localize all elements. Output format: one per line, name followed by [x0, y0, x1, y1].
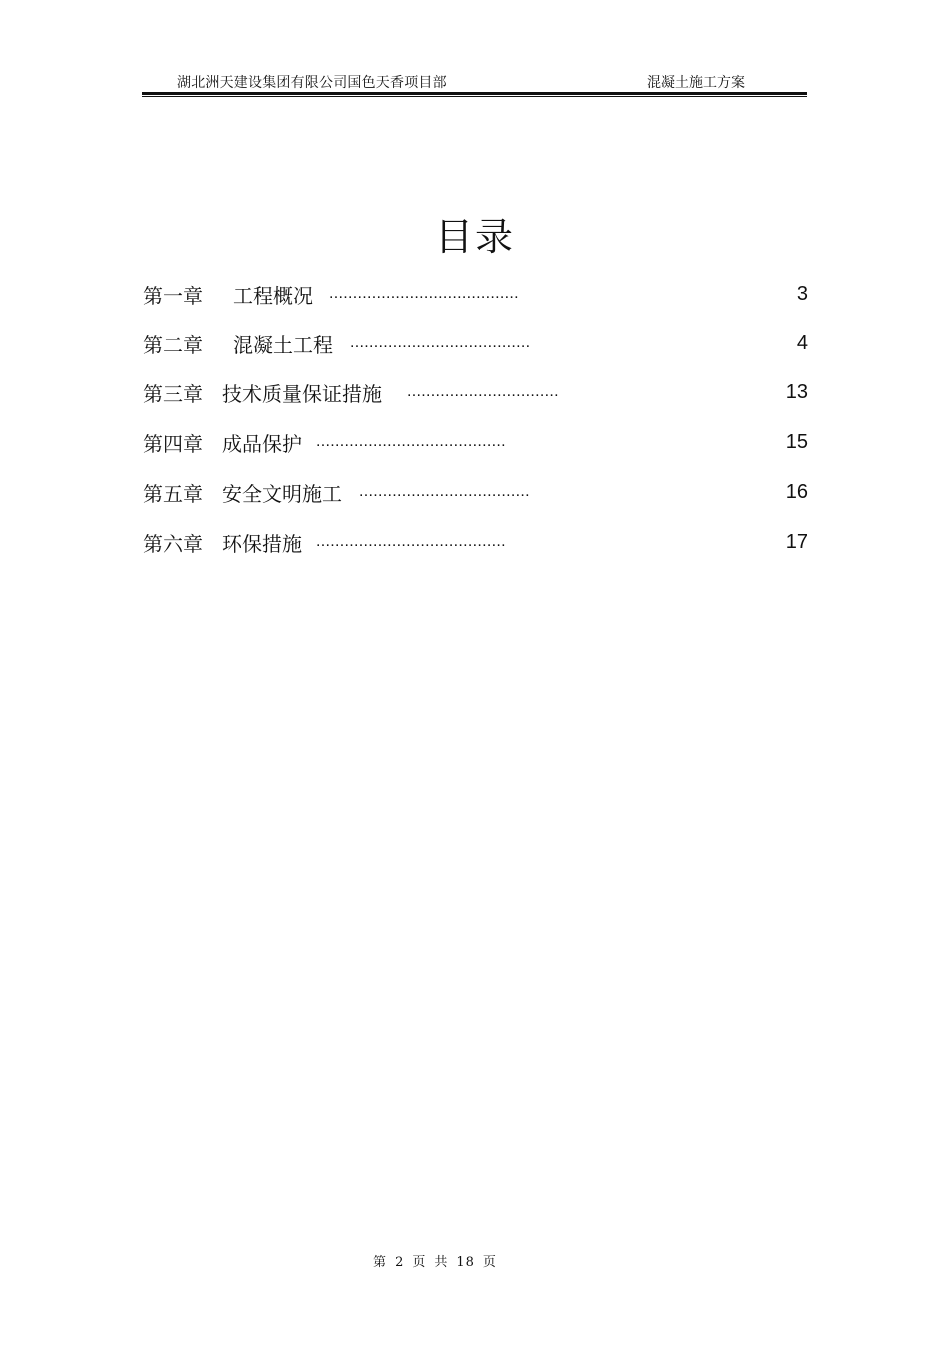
toc-title: 环保措施 [222, 532, 302, 556]
toc-entry[interactable] [143, 478, 808, 506]
header-rule-thick [142, 92, 807, 95]
toc-page-number: 15 [785, 431, 808, 453]
toc-title: 安全文明施工 [222, 482, 342, 506]
toc-leader: ........................................ [329, 285, 519, 302]
footer-prefix: 第 [373, 1255, 388, 1270]
toc-page-number: 17 [785, 531, 808, 553]
toc-leader: ...................................... [350, 334, 531, 351]
footer-current-page: 2 [395, 1255, 405, 1270]
toc-chapter: 第一章 [143, 284, 203, 308]
footer-total-pages: 18 [456, 1255, 475, 1270]
toc-entry[interactable] [143, 378, 808, 406]
header-document-title: 混凝土施工方案 [647, 75, 745, 91]
toc-entry[interactable] [143, 428, 808, 456]
toc-title: 成品保护 [222, 432, 302, 456]
toc-entry[interactable] [143, 528, 808, 556]
toc-chapter: 第五章 [143, 482, 203, 506]
toc-page-number: 4 [796, 332, 808, 354]
header-company: 湖北洲天建设集团有限公司国色天香项目部 [177, 75, 447, 91]
toc-page-number: 16 [785, 481, 808, 503]
footer-total-prefix: 共 [434, 1255, 449, 1270]
toc-leader: ................................ [407, 383, 559, 400]
header-rule-thin [142, 96, 807, 97]
page-header [142, 70, 807, 92]
toc-leader: ........................................ [316, 433, 506, 450]
toc-chapter: 第四章 [143, 432, 203, 456]
toc-chapter: 第三章 [143, 382, 203, 406]
footer-suffix: 页 [482, 1255, 497, 1270]
toc-title: 技术质量保证措施 [222, 382, 382, 406]
footer-page-word: 页 [412, 1255, 427, 1270]
page-footer [0, 1251, 870, 1270]
toc-entry[interactable] [143, 329, 808, 357]
toc-title: 工程概况 [233, 284, 313, 308]
toc-page-number: 13 [785, 381, 808, 403]
toc-entry[interactable] [143, 280, 808, 308]
toc-title: 混凝土工程 [233, 333, 333, 357]
toc-chapter: 第六章 [143, 532, 203, 556]
toc-page-number: 3 [796, 283, 808, 305]
toc-leader: ........................................ [316, 533, 506, 550]
page-title: 目录 [434, 215, 515, 259]
toc-chapter: 第二章 [143, 333, 203, 357]
toc-leader: .................................... [359, 483, 530, 500]
